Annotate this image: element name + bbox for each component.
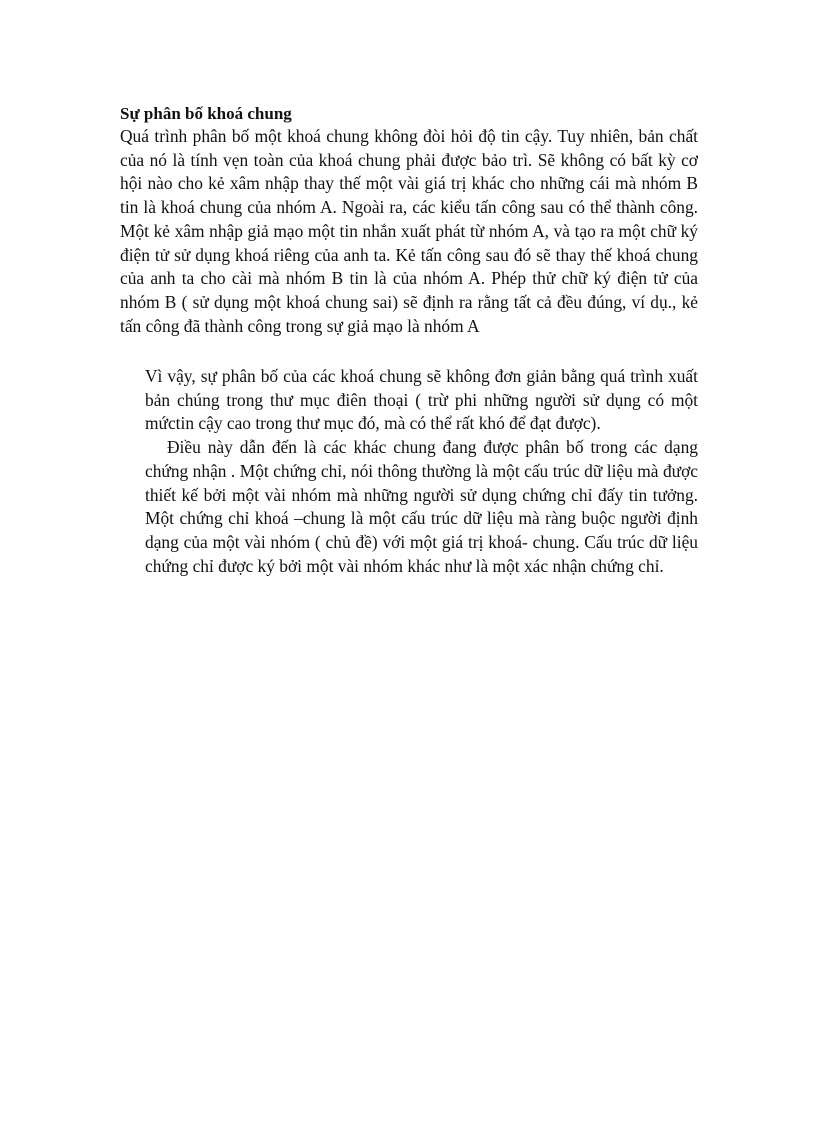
paragraph-3: Điều này dẫn đến là các khác chung đang được phân bố trong các dạng chứng nhận . Một chứng chỉ, nói thông thường là một cấu trúc dữ liệu mà được thiết kế bởi một vài nhóm mà những người sử dụng chứng chỉ đấy tin tưởng. Một chứng chỉ khoá –chung là một cấu trúc dữ liệu mà ràng buộc người định dạng của một vài nhóm ( chủ đề) với một giá trị khoá- chung. Cấu trúc dữ liệu chứng chỉ được ký bởi một vài nhóm khác như là một xác nhận chứng chỉ. xyxy=(145,437,698,576)
indented-text-block xyxy=(145,365,698,578)
paragraph-1: Quá trình phân bố một khoá chung không đòi hỏi độ tin cậy. Tuy nhiên, bản chất của nó là tính vẹn toàn của khoá chung phải được bảo trì. Sẽ không có bất kỳ cơ hội nào cho kẻ xâm nhập thay thế một vài giá trị khác cho những cái mà nhóm B tin là khoá chung của nhóm A. Ngoài ra, các kiểu tấn công sau có thể thành công. Một kẻ xâm nhập giả mạo một tin nhắn xuất phát từ nhóm A, và tạo ra một chữ ký điện tử sử dụng khoá riêng của anh ta. Kẻ tấn công sau đó sẽ thay thế khoá chung của anh ta cho cài mà nhóm B tin là của nhóm A. Phép thử chữ ký điện tử của nhóm B ( sử dụng một khoá chung sai) sẽ định ra rằng tất cả đều đúng, ví dụ., kẻ tấn công đã thành công trong sự giả mạo là nhóm A xyxy=(120,126,698,336)
section-heading: Sự phân bố khoá chung xyxy=(120,104,292,123)
paragraph-2: Vì vậy, sự phân bố của các khoá chung sẽ không đơn giản bằng quá trình xuất bản chúng trong thư mục điên thoại ( trừ phi những người sử dụng có một mứctin cậy cao trong thư mục đó, mà có thể rất khó để đạt được). xyxy=(145,366,698,434)
